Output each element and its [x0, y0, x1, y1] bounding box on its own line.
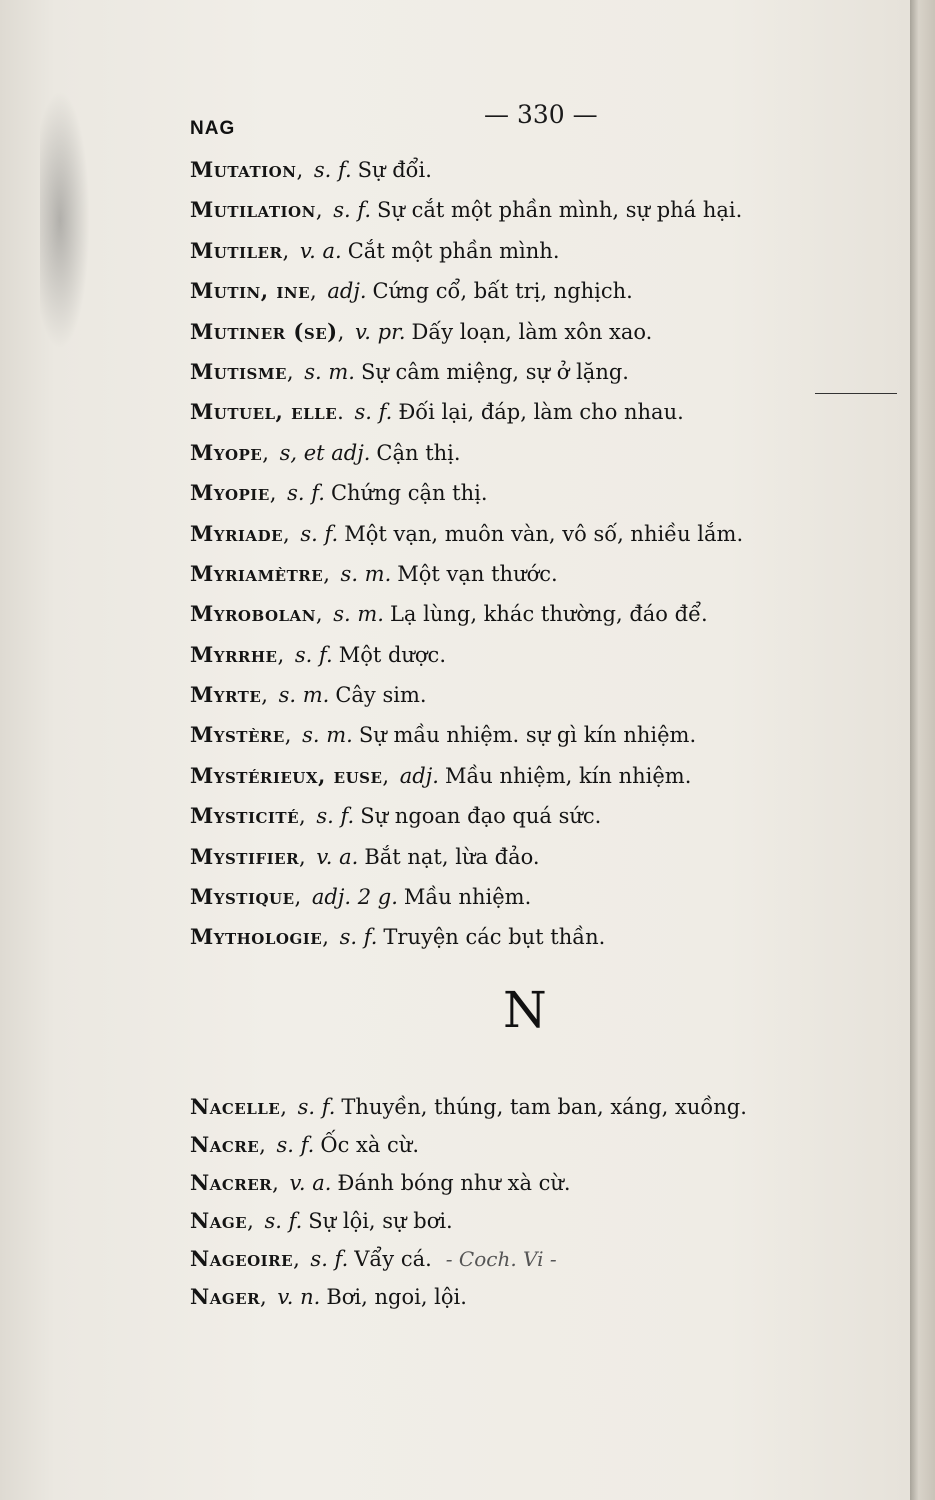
- grammar: s. f.: [339, 925, 378, 950]
- grammar: adj.: [327, 279, 367, 304]
- definition: Một vạn, muôn vàn, vô số, nhiều lắm.: [344, 521, 744, 546]
- headword: Mystique: [190, 884, 295, 910]
- headword: Mystifier: [190, 843, 300, 869]
- entry: Mystique, adj. 2 g. Mầu nhiệm.: [190, 884, 532, 910]
- headword: Nacrer: [190, 1170, 273, 1195]
- headword: Mutisme: [190, 358, 287, 384]
- headword: Mutuel, elle: [190, 399, 338, 425]
- headword: Mythologie: [190, 924, 323, 950]
- entry: Mutuel, elle. s. f. Đối lại, đáp, làm cho nhau.: [190, 399, 684, 425]
- definition: Sự mầu nhiệm. sự gì kín nhiệm.: [358, 723, 697, 748]
- grammar: v. pr.: [354, 319, 406, 344]
- definition: Cứng cổ, bất trị, nghịch.: [372, 279, 633, 304]
- definition: Chứng cận thị.: [330, 481, 488, 506]
- grammar: v. a.: [289, 1171, 332, 1195]
- definition: Sự cắt một phần mình, sự phá hại.: [377, 198, 743, 223]
- grammar: s. f.: [313, 158, 352, 182]
- definition: Sự câm miệng, sự ở lặng.: [360, 359, 629, 384]
- entry: Mutiner (se), v. pr. Dấy loạn, làm xôn xao.: [190, 318, 653, 344]
- entry: Nageoire, s. f. Vẩy cá. - Coch. Vi -: [190, 1246, 557, 1271]
- entry: Mythologie, s. f. Truyện các bụt thần.: [190, 924, 606, 950]
- grammar: v. a.: [299, 238, 342, 263]
- entry: Mutation, s. f. Sự đổi.: [190, 157, 432, 182]
- entries-m: [190, 150, 850, 958]
- entry: Nage, s. f. Sự lội, sự bơi.: [190, 1208, 453, 1233]
- entry: Mutisme, s. m. Sự câm miệng, sự ở lặng.: [190, 358, 629, 384]
- entry: Myrrhe, s. f. Một dược.: [190, 641, 446, 667]
- entry: Mystifier, v. a. Bắt nạt, lừa đảo.: [190, 843, 540, 869]
- entry: Myope, s, et adj. Cận thị.: [190, 439, 461, 465]
- definition: Đánh bóng như xà cừ.: [337, 1171, 571, 1195]
- section-letter: N: [503, 981, 547, 1039]
- definition: Sự lội, sự bơi.: [308, 1209, 453, 1233]
- page-edge: [910, 0, 935, 1500]
- entry: Mutiler, v. a. Cắt một phần mình.: [190, 237, 560, 263]
- entry: Mutilation, s. f. Sự cắt một phần mình, sự phá hại.: [190, 197, 743, 223]
- entry: Nager, v. n. Bơi, ngoi, lội.: [190, 1284, 467, 1309]
- headword: Mutation: [190, 157, 297, 182]
- running-head: NAG: [190, 118, 236, 139]
- headword: Nageoire: [190, 1246, 294, 1271]
- grammar: v. n.: [277, 1285, 321, 1309]
- entry: Mystère, s. m. Sự mầu nhiệm. sự gì kín nhiệm.: [190, 722, 697, 748]
- grammar: s. f.: [297, 1095, 336, 1119]
- grammar: adj.: [399, 763, 439, 788]
- grammar: s. f.: [300, 521, 339, 546]
- headword: Mysticité: [190, 803, 300, 829]
- headword: Nacelle: [190, 1094, 281, 1119]
- grammar: s. m.: [278, 683, 330, 708]
- definition: Một dược.: [338, 642, 446, 667]
- grammar: s. f.: [354, 400, 393, 425]
- entry: Mysticité, s. f. Sự ngoan đạo quá sức.: [190, 803, 602, 829]
- entry: Mutin, ine, adj. Cứng cổ, bất trị, nghịch.: [190, 278, 633, 304]
- grammar: s. f.: [333, 198, 372, 223]
- definition: Cận thị.: [376, 440, 461, 465]
- entry: Nacre, s. f. Ốc xà cừ.: [190, 1132, 420, 1157]
- headword: Myriade: [190, 520, 284, 546]
- handwritten-note: - Coch. Vi -: [445, 1247, 557, 1271]
- headword: Myriamètre: [190, 560, 324, 586]
- grammar: s. f.: [264, 1209, 303, 1233]
- grammar: s, et adj.: [279, 440, 371, 465]
- page-number: — 330 —: [484, 100, 598, 129]
- grammar: s. m.: [333, 602, 384, 627]
- headword: Mystérieux, euse: [190, 762, 383, 788]
- grammar: s. m.: [304, 359, 355, 384]
- definition: Sự đổi.: [357, 158, 432, 182]
- definition: Mầu nhiệm.: [403, 885, 532, 910]
- headword: Nage: [190, 1208, 248, 1233]
- entry: Myriade, s. f. Một vạn, muôn vàn, vô số, nhiều lắm.: [190, 520, 744, 546]
- grammar: s. f.: [294, 642, 333, 667]
- entry: Myriamètre, s. m. Một vạn thước.: [190, 560, 558, 586]
- definition: Ốc xà cừ.: [320, 1133, 420, 1157]
- definition: Truyện các bụt thần.: [383, 925, 606, 950]
- headword: Mystère: [190, 722, 285, 748]
- grammar: s. m.: [302, 723, 353, 748]
- definition: Thuyền, thúng, tam ban, xáng, xuồng.: [341, 1095, 747, 1119]
- entry: Myopie, s. f. Chứng cận thị.: [190, 480, 488, 506]
- definition: Đối lại, đáp, làm cho nhau.: [398, 400, 684, 425]
- grammar: adj. 2 g.: [311, 885, 398, 910]
- entry: Myrobolan, s. m. Lạ lùng, khác thường, đáo để.: [190, 601, 708, 627]
- definition: Cây sim.: [335, 683, 427, 708]
- headword: Nacre: [190, 1132, 260, 1157]
- headword: Mutin, ine: [190, 278, 310, 304]
- definition: Dấy loạn, làm xôn xao.: [411, 319, 653, 344]
- entries-n: [190, 1088, 850, 1316]
- grammar: s. f.: [310, 1247, 349, 1271]
- definition: Mầu nhiệm, kín nhiệm.: [444, 763, 692, 788]
- definition: Bắt nạt, lừa đảo.: [364, 844, 540, 869]
- definition: Bơi, ngoi, lội.: [326, 1285, 467, 1309]
- grammar: s. m.: [340, 561, 392, 586]
- grammar: v. a.: [316, 844, 359, 869]
- headword: Mutilation: [190, 197, 316, 223]
- headword: Mutiner (se): [190, 318, 338, 344]
- entry: Nacrer, v. a. Đánh bóng như xà cừ.: [190, 1170, 571, 1195]
- headword: Myope: [190, 439, 263, 465]
- definition: Vẩy cá.: [354, 1247, 432, 1271]
- grammar: s. f.: [287, 481, 325, 506]
- definition: Cắt một phần mình.: [347, 238, 560, 263]
- definition: Sự ngoan đạo quá sức.: [360, 804, 602, 829]
- definition: Lạ lùng, khác thường, đáo để.: [389, 602, 708, 627]
- entry: Nacelle, s. f. Thuyền, thúng, tam ban, xáng, xuồng.: [190, 1094, 747, 1119]
- definition: Một vạn thước.: [397, 561, 558, 586]
- headword: Myrrhe: [190, 641, 278, 667]
- headword: Myrobolan: [190, 601, 316, 627]
- binding-shadow: [40, 90, 90, 350]
- headword: Mutiler: [190, 237, 283, 263]
- entry: Myrte, s. m. Cây sim.: [190, 682, 427, 708]
- headword: Myrte: [190, 682, 262, 708]
- grammar: s. f.: [316, 804, 355, 829]
- entry: Mystérieux, euse, adj. Mầu nhiệm, kín nhiệm.: [190, 762, 692, 788]
- headword: Myopie: [190, 480, 270, 506]
- headword: Nager: [190, 1284, 261, 1309]
- grammar: s. f.: [276, 1133, 315, 1157]
